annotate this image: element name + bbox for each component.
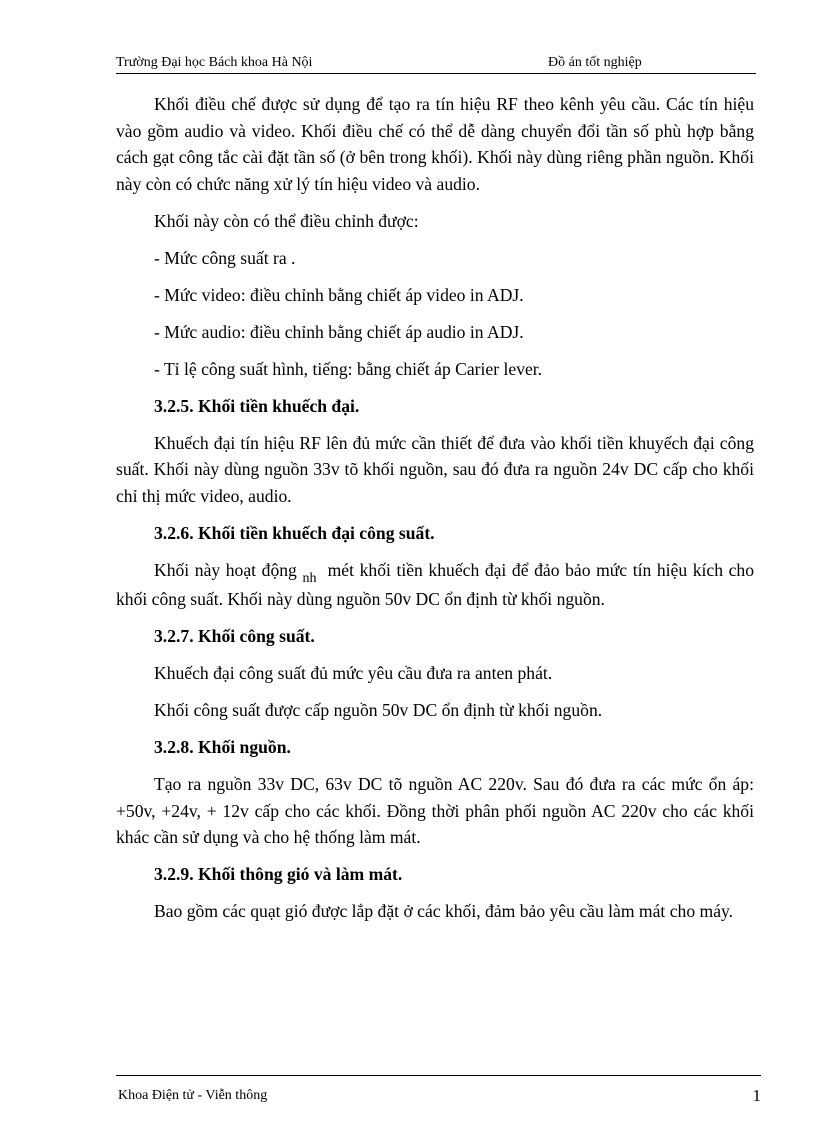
paragraph-3-2-6-start: Khối này hoạt động (154, 559, 297, 580)
list-item: - Mức audio: điều chỉnh bằng chiết áp audio in ADJ. (154, 321, 524, 342)
page-header (116, 55, 756, 74)
paragraph-3-2-7-b: Khối công suất được cấp nguồn 50v DC ổn định từ khối nguồn. (154, 700, 603, 720)
paragraph-3-2-8: Tạo ra nguồn 33v DC, 63v DC tõ nguồn AC 220v. Sau đó đưa ra các mức ổn áp: +50v, +24v, + 12v cấp cho các khối. Đồng thời phân phối nguồn AC 220v cho các khối khác cần sử dụng và cho hệ thống làm mát. (116, 774, 754, 847)
list-item: - Mức công suất ra . (154, 247, 296, 268)
paragraph-adjustable: Khối này còn có thể điều chỉnh được: (154, 210, 419, 231)
list-item: - Tỉ lệ công suất hình, tiếng: bằng chiết áp Carier lever. (154, 358, 543, 379)
paragraph-modulator: Khối điều chế được sử dụng để tạo ra tín hiệu RF theo kênh yêu cầu. Các tín hiệu vào gồm audio và video. Khối điều chế có thể dễ dàng chuyển đổi tần số phù hợp bằng cách gạt công tắc cài đặt tần số (ở bên trong khối). Khối này dùng riêng phần nguồn. Khối này còn có chức năng xử lý tín hiệu video và audio. (116, 94, 754, 194)
section-heading-3-2-7: 3.2.7. Khối công suất. (154, 626, 315, 646)
page-number: 1 (752, 1086, 761, 1105)
header-document-type: Đồ án tốt nghiệp (548, 55, 642, 70)
section-heading-3-2-6: 3.2.6. Khối tiền khuếch đại công suất. (154, 522, 435, 543)
section-heading-3-2-5: 3.2.5. Khối tiền khuếch đại. (154, 395, 360, 416)
list-item: - Mức video: điều chỉnh bằng chiết áp video in ADJ. (154, 284, 524, 305)
paragraph-3-2-9: Bao gồm các quạt gió được lắp đặt ở các khối, đảm bảo yêu cầu làm mát cho máy. (154, 901, 734, 921)
paragraph-3-2-7-a: Khuếch đại công suất đủ mức yêu cầu đưa ra anten phát. (154, 663, 553, 683)
header-university: Trường Đại học Bách khoa Hà Nội (116, 55, 313, 70)
subscript-fragment: nh (302, 570, 317, 586)
footer-department: Khoa Điện tử - Viễn thông (118, 1088, 268, 1103)
paragraph-3-2-5: Khuếch đại tín hiệu RF lên đủ mức cần thiết để đưa vào khối tiền khuyếch đại công suất. Khối này dùng nguồn 33v tõ khối nguồn, sau đó đưa ra nguồn 24v DC cấp cho khối chỉ thị mức video, audio. (116, 432, 754, 506)
paragraph-3-2-6-end: mét khối tiền khuếch đại để đảo bảo mức tín hiệu kích cho khối công suất. Khối này dùng nguồn 50v DC ổn định từ khối nguồn. (116, 559, 755, 609)
paragraph-3-2-6 (116, 557, 754, 613)
page-body (116, 91, 754, 925)
page-footer (116, 1075, 761, 1106)
section-heading-3-2-9: 3.2.9. Khối thông gió và làm mát. (154, 864, 403, 884)
section-heading-3-2-8: 3.2.8. Khối nguồn. (154, 737, 291, 757)
